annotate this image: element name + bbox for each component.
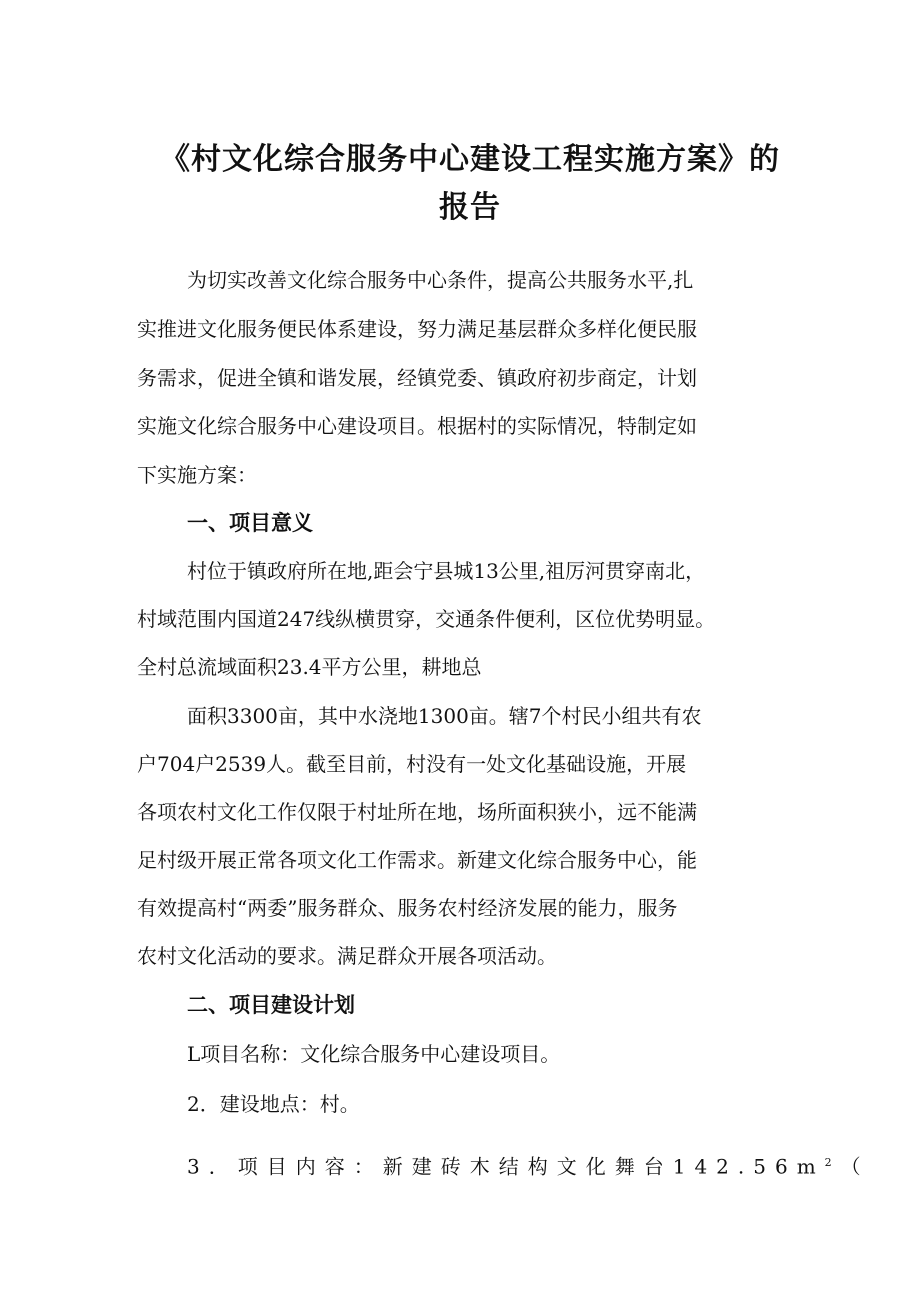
section-2-heading: 二、项目建设计划: [187, 993, 355, 1017]
item-2: 2．建设地点：村。: [187, 1092, 360, 1116]
item-1: L项目名称：文化综合服务中心建设项目。: [187, 1042, 561, 1066]
section-1-para-1-line-3: 全村总流域面积23.4平方公里，耕地总: [137, 655, 482, 679]
section-1-para-2-line-4: 足村级开展正常各项文化工作需求。新建文化综合服务中心，能: [137, 848, 697, 872]
section-1-para-2-line-2: 户704户2539人。截至目前，村没有一处文化基础设施，开展: [137, 752, 687, 776]
item-3-superscript: 2: [824, 1156, 841, 1169]
section-1-heading: 一、项目意义: [187, 511, 313, 535]
section-1-para-2-line-6: 农村文化活动的要求。满足群众开展各项活动。: [137, 944, 557, 968]
item-3-tail: （: [840, 1154, 870, 1179]
section-1-para-1-line-2: 村域范围内国道247线纵横贯穿，交通条件便利，区位优势明显。: [137, 607, 716, 631]
intro-line-1: 为切实改善文化综合服务中心条件，提高公共服务水平,扎: [187, 268, 694, 292]
section-1-para-2-line-5: 有效提高村“两委”服务群众、服务农村经济发展的能力，服务: [137, 896, 678, 920]
intro-line-3: 务需求，促进全镇和谐发展，经镇党委、镇政府初步商定，计划: [137, 366, 697, 390]
document-title-line-1: 《村文化综合服务中心建设工程实施方案》的: [160, 142, 780, 177]
intro-line-5: 下实施方案：: [137, 463, 257, 487]
section-1-para-2-line-3: 各项农村文化工作仅限于村址所在地，场所面积狭小，远不能满: [137, 800, 697, 824]
document-title-line-2: 报告: [439, 190, 501, 225]
intro-line-4: 实施文化综合服务中心建设项目。根据村的实际情况，特制定如: [137, 414, 697, 438]
intro-line-2: 实推进文化服务便民体系建设，努力满足基层群众多样化便民服: [137, 317, 697, 341]
item-3: [187, 1148, 870, 1182]
section-1-para-1-line-1: 村位于镇政府所在地,距会宁县城13公里,祖厉河贯穿南北，: [187, 559, 706, 583]
section-1-para-2-line-1: 面积3300亩，其中水浇地1300亩。辖7个村民小组共有农: [187, 704, 702, 728]
item-3-text: 3．项目内容：新建砖木结构文化舞台142.56m: [187, 1154, 825, 1179]
